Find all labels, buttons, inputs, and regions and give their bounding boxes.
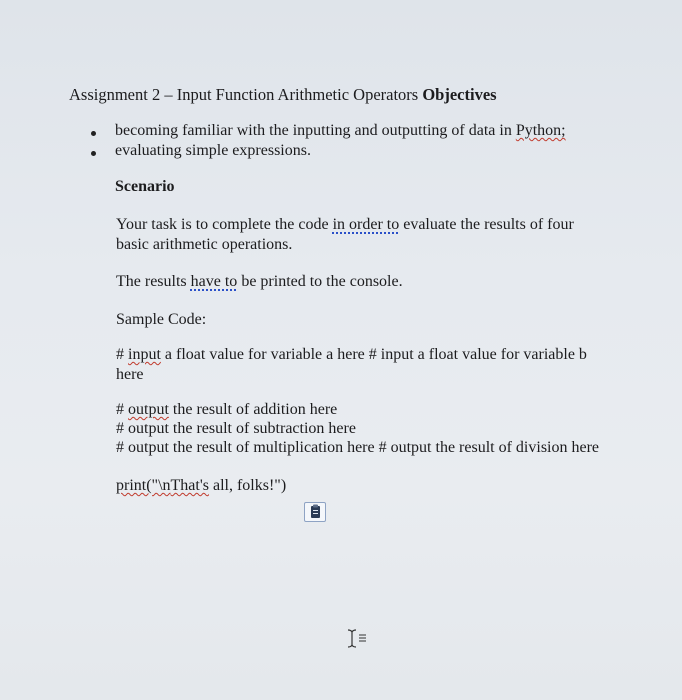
print-flag-2: That's bbox=[170, 477, 209, 494]
scenario-heading: Scenario bbox=[115, 178, 175, 195]
output-hash: # bbox=[116, 401, 128, 418]
bullet-1 bbox=[91, 131, 96, 136]
print-flag-1: print("\n bbox=[116, 477, 171, 494]
objective-1-text: becoming familiar with the inputting and outputting of data in bbox=[115, 122, 516, 139]
output-rest: the result of addition here bbox=[168, 401, 338, 418]
print-rest: all, folks!") bbox=[208, 477, 287, 494]
title-regular: Assignment 2 – Input Function Arithmetic Operators bbox=[69, 85, 423, 104]
output-flag: output bbox=[128, 401, 169, 418]
sample-output-subtraction: # output the result of subtraction here bbox=[116, 420, 356, 437]
sample-input-line bbox=[116, 345, 587, 365]
results-a: The results bbox=[116, 273, 191, 290]
objective-1 bbox=[115, 121, 566, 141]
bullet-2 bbox=[91, 151, 96, 156]
results-flag: have to bbox=[190, 273, 238, 290]
objective-1-flag: Python; bbox=[515, 122, 566, 139]
results-b: be printed to the console. bbox=[237, 273, 403, 290]
clipboard-icon[interactable] bbox=[304, 502, 326, 522]
input-rest: a float value for variable a here # input a float value for variable b bbox=[160, 346, 587, 363]
text-cursor-icon bbox=[346, 628, 370, 655]
objective-2-text: evaluating simple expressions. bbox=[115, 142, 311, 159]
sample-output-mul-div: # output the result of multiplication here # output the result of division here bbox=[116, 439, 600, 456]
text-cursor-graphic bbox=[346, 628, 370, 650]
objective-2 bbox=[115, 141, 311, 161]
title-bold: Objectives bbox=[422, 85, 497, 104]
clipboard-icon-graphic bbox=[305, 503, 325, 521]
scenario-line-2: basic arithmetic operations. bbox=[116, 236, 293, 253]
input-hash: # bbox=[116, 346, 128, 363]
input-flag: input bbox=[128, 346, 161, 363]
sample-input-line-2: here bbox=[116, 366, 144, 383]
scenario-line-1-a: Your task is to complete the code bbox=[116, 216, 333, 233]
sample-output-addition bbox=[116, 400, 337, 420]
results-line bbox=[116, 272, 403, 292]
sample-code-heading: Sample Code: bbox=[116, 311, 207, 328]
scenario-line-1 bbox=[116, 215, 574, 235]
scenario-line-1-flag: in order to bbox=[332, 216, 400, 233]
assignment-title bbox=[69, 85, 497, 105]
scenario-line-1-b: evaluate the results of four bbox=[399, 216, 574, 233]
sample-print-line bbox=[116, 476, 286, 496]
